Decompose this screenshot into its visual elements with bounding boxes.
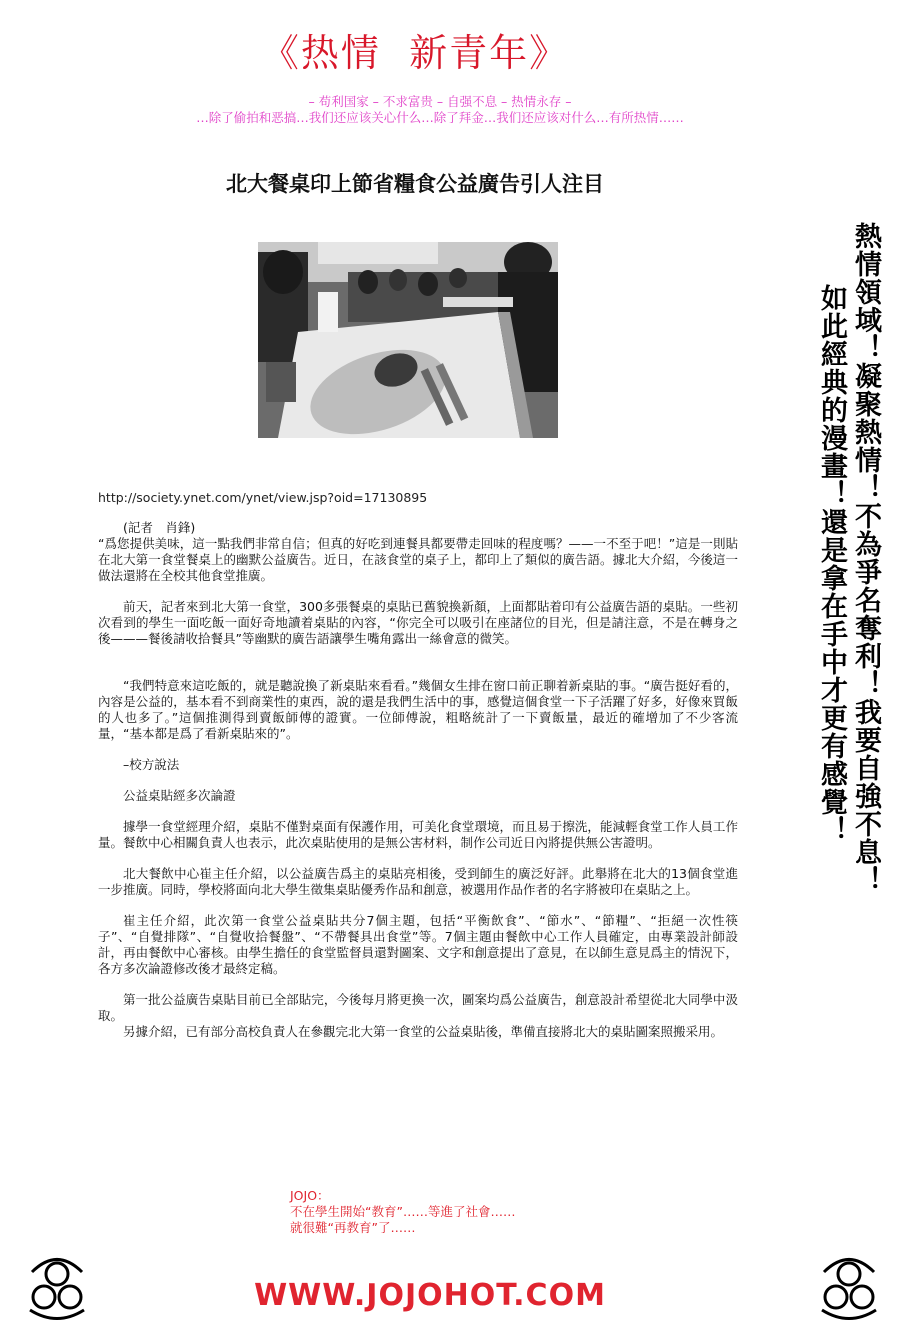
reporter-line: (記者 肖鋒) (123, 520, 196, 535)
paragraph: 崔主任介紹，此次第一食堂公益桌貼共分7個主題，包括“平衡飲食”、“節水”、“節糧”、“拒絕一次性筷子”、“自覺排隊”、“自覺收拾餐盤”、“不帶餐具出食堂”等。7個主題由餐飲中心工作人員確定，由專業設計師設計，再由餐飲中心審核。由學生擔任的食堂監督員還對圖案、文字和創意提出了意見，在以師生意見爲主的情況下，各方多次論證修改後才最終定稿。 (98, 913, 738, 976)
paragraph: “爲您提供美味，這一點我們非常自信；但真的好吃到連餐具都要帶走回味的程度嗎？——一不至于吧！”這是一則貼在北大第一食堂餐桌上的幽默公益廣告。近日，在該食堂的桌子上，都印上了類似的廣告語。據北大介紹，今後這一做法還將在全校其他食堂推廣。 (98, 536, 738, 583)
vertical-slogan (812, 222, 882, 962)
paragraph: 北大餐飲中心崔主任介紹，以公益廣告爲主的桌貼亮相後，受到師生的廣泛好評。此舉將在北大的13個食堂進一步推廣。同時，學校將面向北大學生徵集桌貼優秀作品和創意，被選用作品作者的名字將被印在桌貼之上。 (98, 866, 738, 897)
paragraph: 另據介紹，已有部分高校負責人在參觀完北大第一食堂的公益桌貼後，準備直接將北大的桌貼圖案照搬采用。 (123, 1024, 724, 1039)
paragraph: “我們特意來這吃飯的，就是聽說換了新桌貼來看看。”幾個女生排在窗口前正聊着新桌貼的事。“廣告挺好看的，內容是公益的，基本看不到商業性的東西，說的還是我們生活中的事，感覺這個食堂一下子活躍了好多，好像來買飯的人也多了。”這個推測得到賣飯師傅的證實。一位師傅說，粗略統計了一下賣飯量，最近的確增加了不少客流量，“基本都是爲了看新桌貼來的”。 (98, 678, 738, 741)
section-subheading: 公益桌貼經多次論證 (123, 788, 236, 803)
source-url[interactable]: http://society.ynet.com/ynet/view.jsp?oid=17130895 (98, 490, 428, 505)
slogan-column-right: 熱情領域！凝聚熱情！不為爭名奪利！我要自強不息！ (850, 222, 881, 894)
paragraph: 據學一食堂經理介紹，桌貼不僅對桌面有保護作用，可美化食堂環境，而且易于擦洗，能減輕食堂工作人員工作量。餐飲中心相關負責人也表示，此次桌貼使用的是無公害材料，制作公司近日內將提供無公害證明。 (98, 819, 738, 850)
cafeteria-photo (258, 242, 558, 438)
note-line: 不在學生開始“教育”……等進了社會…… (290, 1204, 516, 1219)
magazine-title: 《热情 新青年》 (260, 31, 570, 75)
note-author: JOJO： (290, 1188, 330, 1203)
section-heading: –校方說法 (123, 757, 180, 772)
article-title: 北大餐桌印上節省糧食公益廣告引人注目 (226, 172, 604, 196)
note-line: 就很難“再教育”了…… (290, 1220, 416, 1235)
motto-line-2: …除了偷拍和恶搞…我们还应该关心什么…除了拜金…我们还应该对什么…有所热情…… (196, 110, 684, 125)
editor-note (290, 1188, 515, 1236)
paragraph: 第一批公益廣告桌貼目前已全部貼完，今後每月將更換一次，圖案均爲公益廣告，創意設計希望從北大同學中汲取。 (98, 992, 738, 1023)
article-body (98, 520, 738, 1055)
slogan-column-left: 如此經典的漫畫！還是拿在手中才更有感覺！ (816, 284, 847, 844)
paragraph: 前天，記者來到北大第一食堂，300多張餐桌的桌貼已舊貌換新顏，上面都貼着印有公益廣告語的桌貼。一些初次看到的學生一面吃飯一面好奇地讀着桌貼的內容，“你完全可以吸引在座諸位的目光，但是請注意，不是在轉身之後———餐後請收拾餐具”等幽默的廣告語讓學生嘴角露出一絲會意的微笑。 (98, 599, 738, 646)
footer-website-link[interactable]: WWW.JOJOHOT.COM (254, 1278, 606, 1313)
motto-line-1: – 苟利国家 – 不求富贵 – 自强不息 – 热情永存 – (308, 94, 572, 109)
